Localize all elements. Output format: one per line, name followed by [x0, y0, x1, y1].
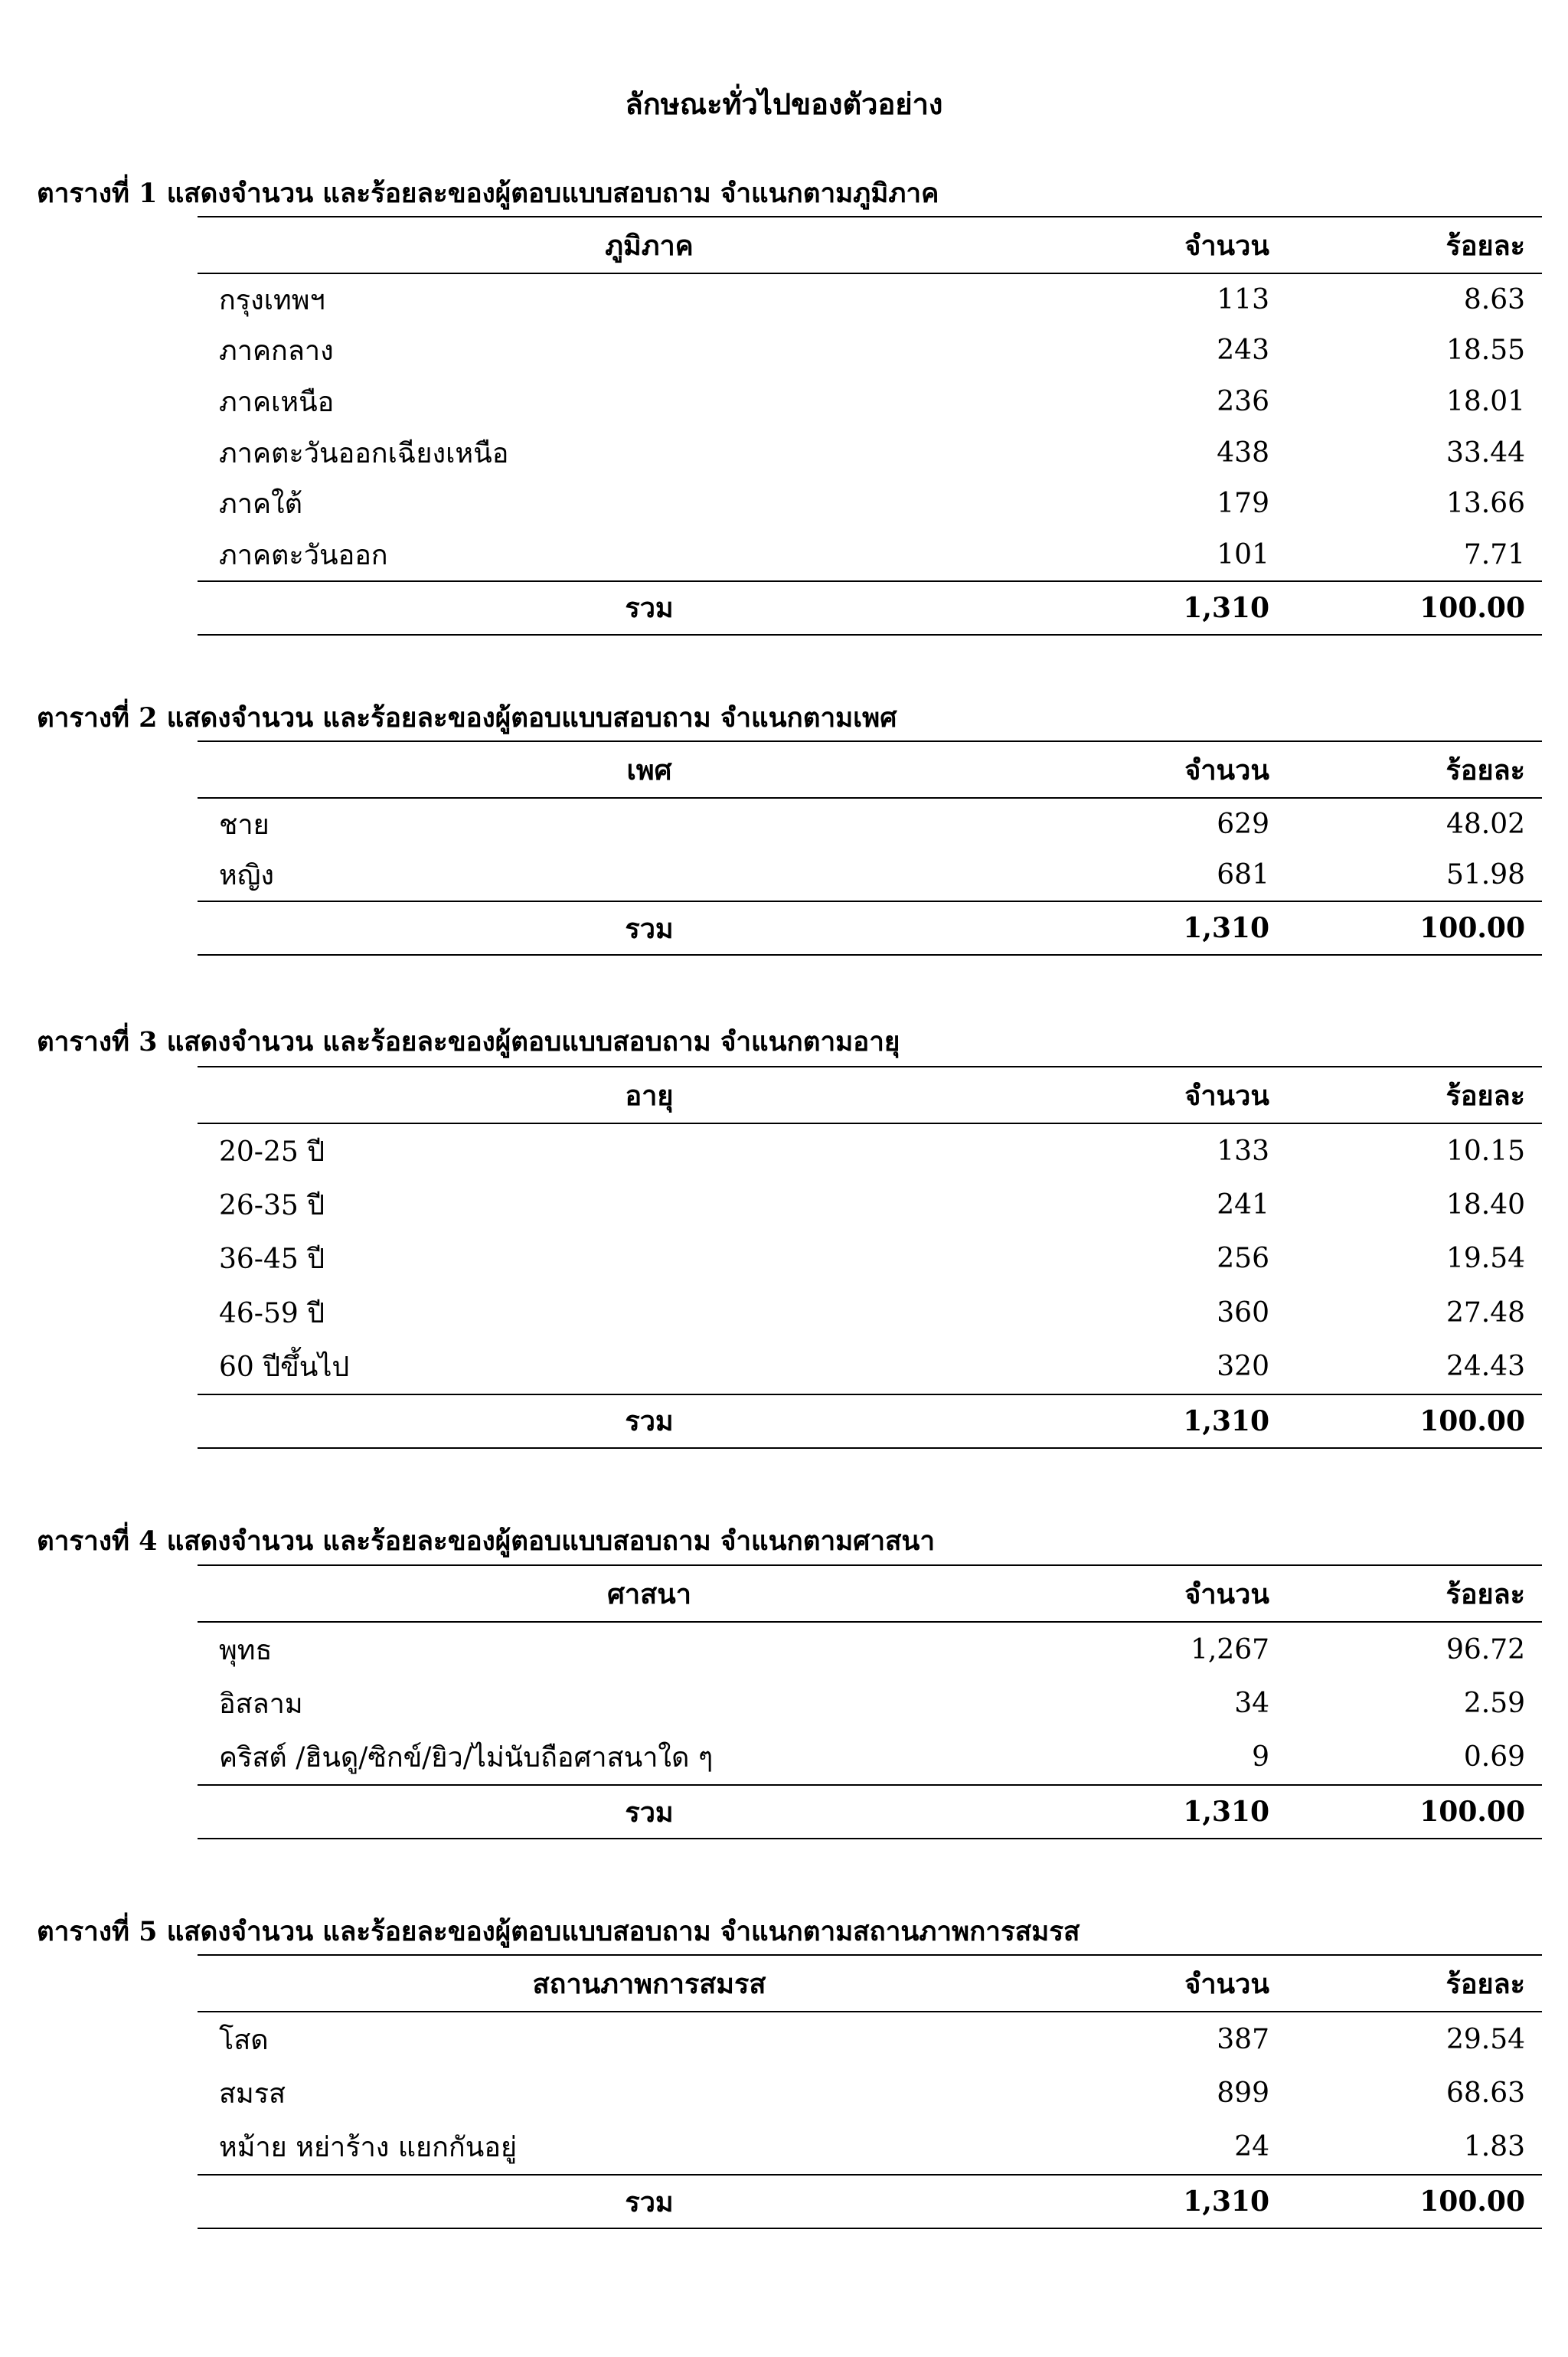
- table-row: [198, 1731, 1542, 1785]
- row-percent-cell: 96.72: [1446, 1633, 1525, 1666]
- table-header-row: [198, 217, 1542, 273]
- table-row: [198, 850, 1542, 902]
- table-row: [198, 1178, 1542, 1231]
- row-count-cell: 9: [1252, 1741, 1269, 1773]
- table-5: [198, 1954, 1542, 2229]
- column-header-category: ศาสนา: [607, 1577, 691, 1610]
- table-header-row: [198, 1067, 1542, 1123]
- total-label: รวม: [625, 2185, 674, 2218]
- row-percent-cell: 29.54: [1446, 2023, 1525, 2055]
- column-header-percent: ร้อยละ: [1446, 754, 1525, 786]
- row-category-cell: 20-25 ปี: [219, 1136, 325, 1168]
- table-1: [198, 216, 1542, 636]
- row-count-cell: 387: [1217, 2023, 1269, 2055]
- table-2: [198, 740, 1542, 956]
- row-category-cell: โสด: [219, 2024, 269, 2056]
- row-count-cell: 24: [1234, 2131, 1269, 2163]
- row-percent-cell: 7.71: [1463, 538, 1525, 570]
- row-count-cell: 243: [1217, 335, 1269, 367]
- total-label: รวม: [625, 912, 674, 945]
- row-percent-cell: 8.63: [1463, 283, 1525, 315]
- column-header-category: ภูมิภาค: [605, 229, 694, 262]
- table-1-caption: ตารางที่ 1 แสดงจำนวน และร้อยละของผู้ตอบแบบสอบถาม จำแนกตามภูมิภาค: [37, 178, 939, 209]
- table-row: [198, 273, 1542, 325]
- row-category-cell: 26-35 ปี: [219, 1190, 325, 1222]
- total-row: [198, 2175, 1542, 2228]
- row-count-cell: 899: [1217, 2077, 1269, 2110]
- table-row: [198, 1622, 1542, 1676]
- column-header-category: เพศ: [626, 754, 672, 786]
- table-row: [198, 1676, 1542, 1730]
- row-count-cell: 241: [1217, 1189, 1269, 1221]
- row-count-cell: 34: [1234, 1688, 1269, 1720]
- table-row: [198, 1123, 1542, 1178]
- row-category-cell: 46-59 ปี: [219, 1297, 325, 1329]
- table-row: [198, 376, 1542, 427]
- total-percent: 100.00: [1419, 1796, 1525, 1829]
- table-row: [198, 427, 1542, 479]
- total-percent: 100.00: [1419, 912, 1525, 945]
- table-row: [198, 529, 1542, 581]
- row-count-cell: 113: [1217, 283, 1269, 315]
- total-count: 1,310: [1183, 2185, 1269, 2218]
- table-4: [198, 1564, 1542, 1839]
- page-title: ลักษณะทั่วไปของตัวอย่าง: [625, 87, 943, 121]
- column-header-percent: ร้อยละ: [1446, 229, 1525, 262]
- column-header-count: จำนวน: [1184, 754, 1269, 786]
- row-category-cell: พุทธ: [219, 1634, 273, 1666]
- table-row: [198, 1340, 1542, 1394]
- total-label: รวม: [625, 1405, 674, 1438]
- total-label: รวม: [625, 592, 674, 625]
- row-percent-cell: 18.01: [1446, 385, 1525, 417]
- row-category-cell: ภาคตะวันออกเฉียงเหนือ: [219, 437, 509, 469]
- row-count-cell: 1,267: [1190, 1633, 1269, 1666]
- row-count-cell: 681: [1217, 859, 1269, 891]
- row-category-cell: ภาคใต้: [219, 489, 302, 521]
- row-percent-cell: 18.55: [1446, 335, 1525, 367]
- row-count-cell: 236: [1217, 385, 1269, 417]
- row-percent-cell: 18.40: [1446, 1189, 1525, 1221]
- table-header-row: [198, 741, 1542, 798]
- row-category-cell: 60 ปีขึ้นไป: [219, 1352, 350, 1384]
- table-row: [198, 325, 1542, 377]
- row-category-cell: ชาย: [219, 809, 270, 841]
- row-category-cell: 36-45 ปี: [219, 1244, 325, 1276]
- row-category-cell: ภาคกลาง: [219, 335, 334, 368]
- row-category-cell: สมรส: [219, 2078, 286, 2110]
- table-header-row: [198, 1565, 1542, 1622]
- column-header-percent: ร้อยละ: [1446, 1079, 1525, 1112]
- total-row: [198, 581, 1542, 635]
- table-2-caption: ตารางที่ 2 แสดงจำนวน และร้อยละของผู้ตอบแบบสอบถาม จำแนกตามเพศ: [37, 702, 897, 734]
- table-row: [198, 478, 1542, 529]
- total-row: [198, 1394, 1542, 1448]
- column-header-count: จำนวน: [1184, 1577, 1269, 1610]
- column-header-category: อายุ: [625, 1079, 674, 1112]
- column-header-count: จำนวน: [1184, 229, 1269, 262]
- row-percent-cell: 13.66: [1446, 488, 1525, 520]
- table-row: [198, 2012, 1542, 2066]
- total-count: 1,310: [1183, 1404, 1269, 1437]
- row-count-cell: 256: [1217, 1243, 1269, 1275]
- row-percent-cell: 2.59: [1463, 1688, 1525, 1720]
- table-4-caption: ตารางที่ 4 แสดงจำนวน และร้อยละของผู้ตอบแบบสอบถาม จำแนกตามศาสนา: [37, 1525, 935, 1557]
- row-category-cell: หม้าย หย่าร้าง แยกกันอยู่: [219, 2132, 518, 2164]
- row-count-cell: 101: [1217, 538, 1269, 570]
- row-category-cell: ภาคเหนือ: [219, 386, 335, 418]
- row-count-cell: 360: [1217, 1296, 1269, 1329]
- total-percent: 100.00: [1419, 1404, 1525, 1437]
- row-percent-cell: 0.69: [1463, 1741, 1525, 1773]
- row-percent-cell: 27.48: [1446, 1296, 1525, 1329]
- table-3-caption: ตารางที่ 3 แสดงจำนวน และร้อยละของผู้ตอบแบบสอบถาม จำแนกตามอายุ: [37, 1026, 900, 1058]
- total-row: [198, 901, 1542, 955]
- row-category-cell: ภาคตะวันออก: [219, 539, 388, 571]
- total-label: รวม: [625, 1796, 674, 1829]
- column-header-count: จำนวน: [1184, 1967, 1269, 2000]
- column-header-percent: ร้อยละ: [1446, 1967, 1525, 2000]
- table-row: [198, 1232, 1542, 1286]
- row-count-cell: 133: [1217, 1135, 1269, 1167]
- column-header-count: จำนวน: [1184, 1079, 1269, 1112]
- total-percent: 100.00: [1419, 2185, 1525, 2218]
- total-count: 1,310: [1183, 591, 1269, 624]
- total-percent: 100.00: [1419, 591, 1525, 624]
- row-percent-cell: 68.63: [1446, 2077, 1525, 2110]
- table-row: [198, 2066, 1542, 2120]
- row-category-cell: คริสต์ /ฮินดู/ซิกข์/ยิว/ไม่นับถือศาสนาใด ๆ: [219, 1742, 714, 1774]
- column-header-category: สถานภาพการสมรส: [532, 1967, 766, 2000]
- row-count-cell: 629: [1217, 808, 1269, 840]
- table-row: [198, 1286, 1542, 1339]
- row-count-cell: 320: [1217, 1351, 1269, 1383]
- row-count-cell: 438: [1217, 436, 1269, 469]
- total-count: 1,310: [1183, 1796, 1269, 1829]
- table-row: [198, 798, 1542, 850]
- row-percent-cell: 33.44: [1446, 436, 1525, 469]
- row-category-cell: อิสลาม: [219, 1688, 303, 1721]
- row-category-cell: กรุงเทพฯ: [219, 284, 325, 316]
- table-row: [198, 2120, 1542, 2175]
- row-percent-cell: 1.83: [1463, 2131, 1525, 2163]
- row-percent-cell: 51.98: [1446, 859, 1525, 891]
- table-header-row: [198, 1955, 1542, 2012]
- table-3: [198, 1066, 1542, 1449]
- column-header-percent: ร้อยละ: [1446, 1577, 1525, 1610]
- total-count: 1,310: [1183, 912, 1269, 945]
- total-row: [198, 1785, 1542, 1839]
- row-percent-cell: 48.02: [1446, 808, 1525, 840]
- row-category-cell: หญิง: [219, 860, 274, 892]
- row-percent-cell: 24.43: [1446, 1351, 1525, 1383]
- table-5-caption: ตารางที่ 5 แสดงจำนวน และร้อยละของผู้ตอบแบบสอบถาม จำแนกตามสถานภาพการสมรส: [37, 1916, 1080, 1947]
- row-percent-cell: 19.54: [1446, 1243, 1525, 1275]
- row-percent-cell: 10.15: [1446, 1135, 1525, 1167]
- row-count-cell: 179: [1217, 488, 1269, 520]
